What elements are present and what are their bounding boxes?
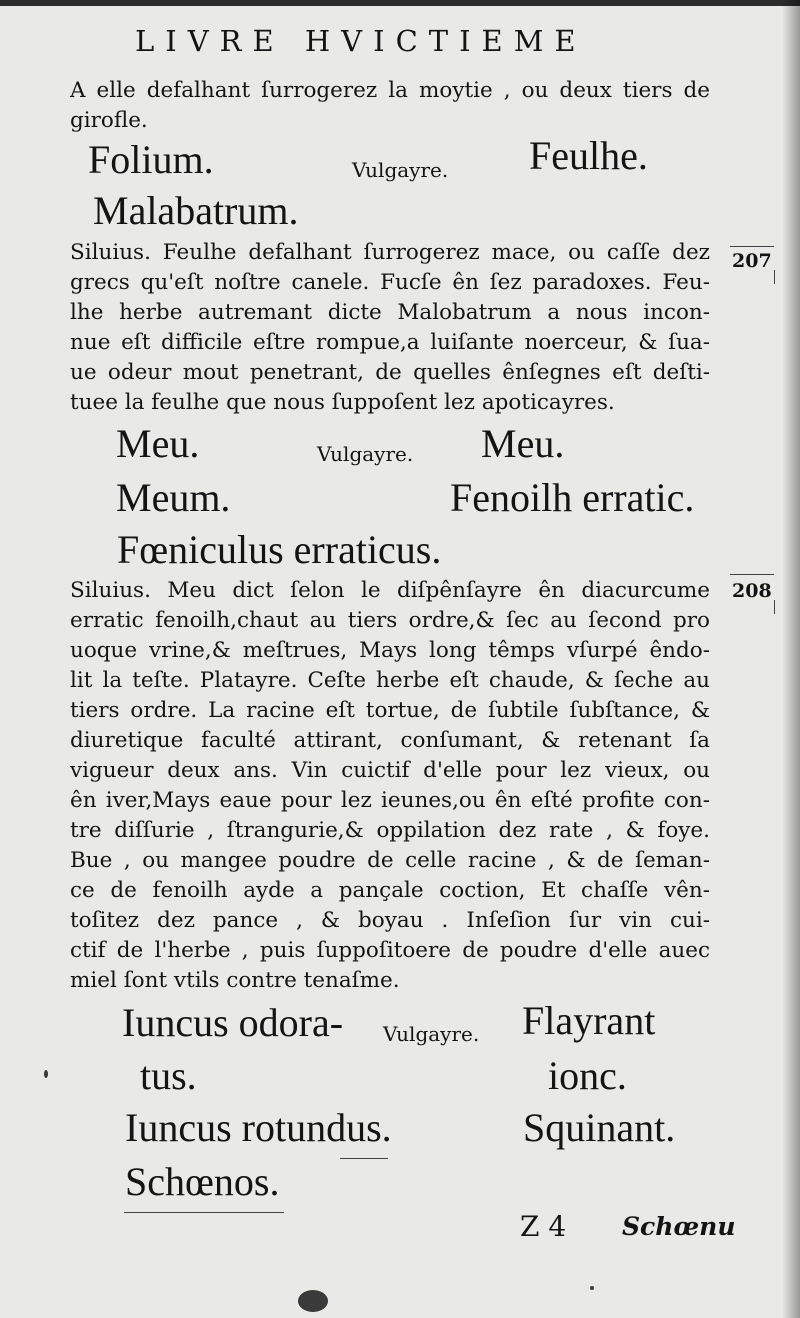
- entry-iuncus-vulgar-label: Vulgayre.: [383, 1022, 480, 1046]
- intro-line: girofle.: [70, 108, 148, 133]
- entry-meu-vulgar-label: Vulgayre.: [317, 442, 414, 466]
- margin-bracket: [774, 600, 775, 614]
- catchword: Schœnu: [622, 1212, 736, 1241]
- ink-speck: [298, 1290, 328, 1312]
- entry-iuncus-latin: Iuncus odora-: [122, 1000, 344, 1045]
- text-line: vigueur deux ans. Vin cuictif d'elle pour lez vieux, ou: [70, 758, 710, 783]
- intro-line: A elle defalhant ſurrogerez la moytie , ou deux tiers de: [70, 78, 710, 103]
- entry-iuncus-latin-alt: Iuncus rotundus.: [125, 1105, 392, 1150]
- decorative-rule: [124, 1212, 284, 1213]
- entry-folium-vulgar-label: Vulgayre.: [352, 158, 449, 182]
- text-line: ctif de l'herbe , puis ſuppoſitoere de poudre d'elle auec: [70, 938, 710, 963]
- entry-meu-latin: Meu.: [116, 421, 200, 466]
- text-line: lit la teſte. Platayre. Ceſte herbe eſt chaude, & ſeche au: [70, 668, 710, 693]
- text-line: ên iver,Mays eaue pour lez ieunes,ou ên eſté profite con-: [70, 788, 710, 813]
- entry-iuncus-vernacular-cont: ionc.: [548, 1053, 627, 1098]
- text-line: lhe herbe autremant dicte Malobatrum a nous incon-: [70, 300, 710, 325]
- text-line: tuee la feulhe que nous ſuppoſent lez apoticayres.: [70, 390, 615, 415]
- margin-number-208: 208: [732, 580, 772, 602]
- decorative-rule: [340, 1158, 388, 1159]
- entry-meu-vernacular: Meu.: [481, 421, 565, 466]
- text-line: miel ſont vtils contre tenaſme.: [70, 968, 400, 993]
- entry-iuncus-latin-alt-2: Schœnos.: [125, 1159, 280, 1204]
- text-line: diuretique faculté attirant, conſumant, & retenant ſa: [70, 728, 710, 753]
- ink-speck: [44, 1070, 48, 1078]
- margin-bracket: [774, 270, 775, 284]
- text-line: ue odeur mout penetrant, de quelles ênſegnes eſt deſti-: [70, 360, 710, 385]
- entry-meu-vernacular-alt: Fenoilh erratic.: [450, 475, 695, 520]
- text-line: uoque vrine,& meſtrues, Mays long têmps vſurpé êndo-: [70, 638, 710, 663]
- running-head: LIVRE HVICTIEME: [135, 24, 587, 58]
- entry-iuncus-vernacular-alt: Squinant.: [523, 1105, 676, 1150]
- entry-iuncus-vernacular: Flayrant: [522, 998, 656, 1043]
- text-line: toſitez dez pance , & boyau . Inſeſion ſur vin cui-: [70, 908, 710, 933]
- entry-meu-latin-alt: Meum.: [116, 475, 231, 520]
- entry-folium-latin: Folium.: [88, 137, 214, 182]
- text-line: nue eſt difficile eſtre rompue,a luiſante noerceur, & ſua-: [70, 330, 710, 355]
- entry-iuncus-latin-cont: tus.: [140, 1053, 197, 1098]
- margin-rule: [730, 246, 774, 247]
- ink-speck: [590, 1286, 594, 1290]
- signature-mark: Z 4: [520, 1210, 567, 1243]
- margin-number-207: 207: [732, 250, 772, 272]
- text-line: tre diſſurie , ſtrangurie,& oppilation dez rate , & foye.: [70, 818, 710, 843]
- text-line: Siluius. Meu dict ſelon le diſpênſayre ên diacurcume: [70, 578, 710, 603]
- text-line: erratic fenoilh,chaut au tiers ordre,& ſec au ſecond pro: [70, 608, 710, 633]
- entry-folium-latin-alt: Malabatrum.: [93, 188, 299, 233]
- text-line: Bue , ou mangee poudre de celle racine , & de ſeman-: [70, 848, 710, 873]
- entry-folium-vernacular: Feulhe.: [529, 133, 648, 178]
- margin-rule: [730, 574, 774, 575]
- text-line: grecs qu'eſt noſtre canele. Fucſe ên ſez paradoxes. Feu-: [70, 270, 710, 295]
- text-line: Siluius. Feulhe defalhant ſurrogerez mace, ou caſſe dez: [70, 240, 710, 265]
- text-line: ce de fenoilh ayde a pançale coction, Et chaſſe vên-: [70, 878, 710, 903]
- entry-meu-latin-alt-2: Fœniculus erraticus.: [117, 527, 442, 572]
- text-line: tiers ordre. La racine eſt tortue, de ſubtile ſubſtance, &: [70, 698, 710, 723]
